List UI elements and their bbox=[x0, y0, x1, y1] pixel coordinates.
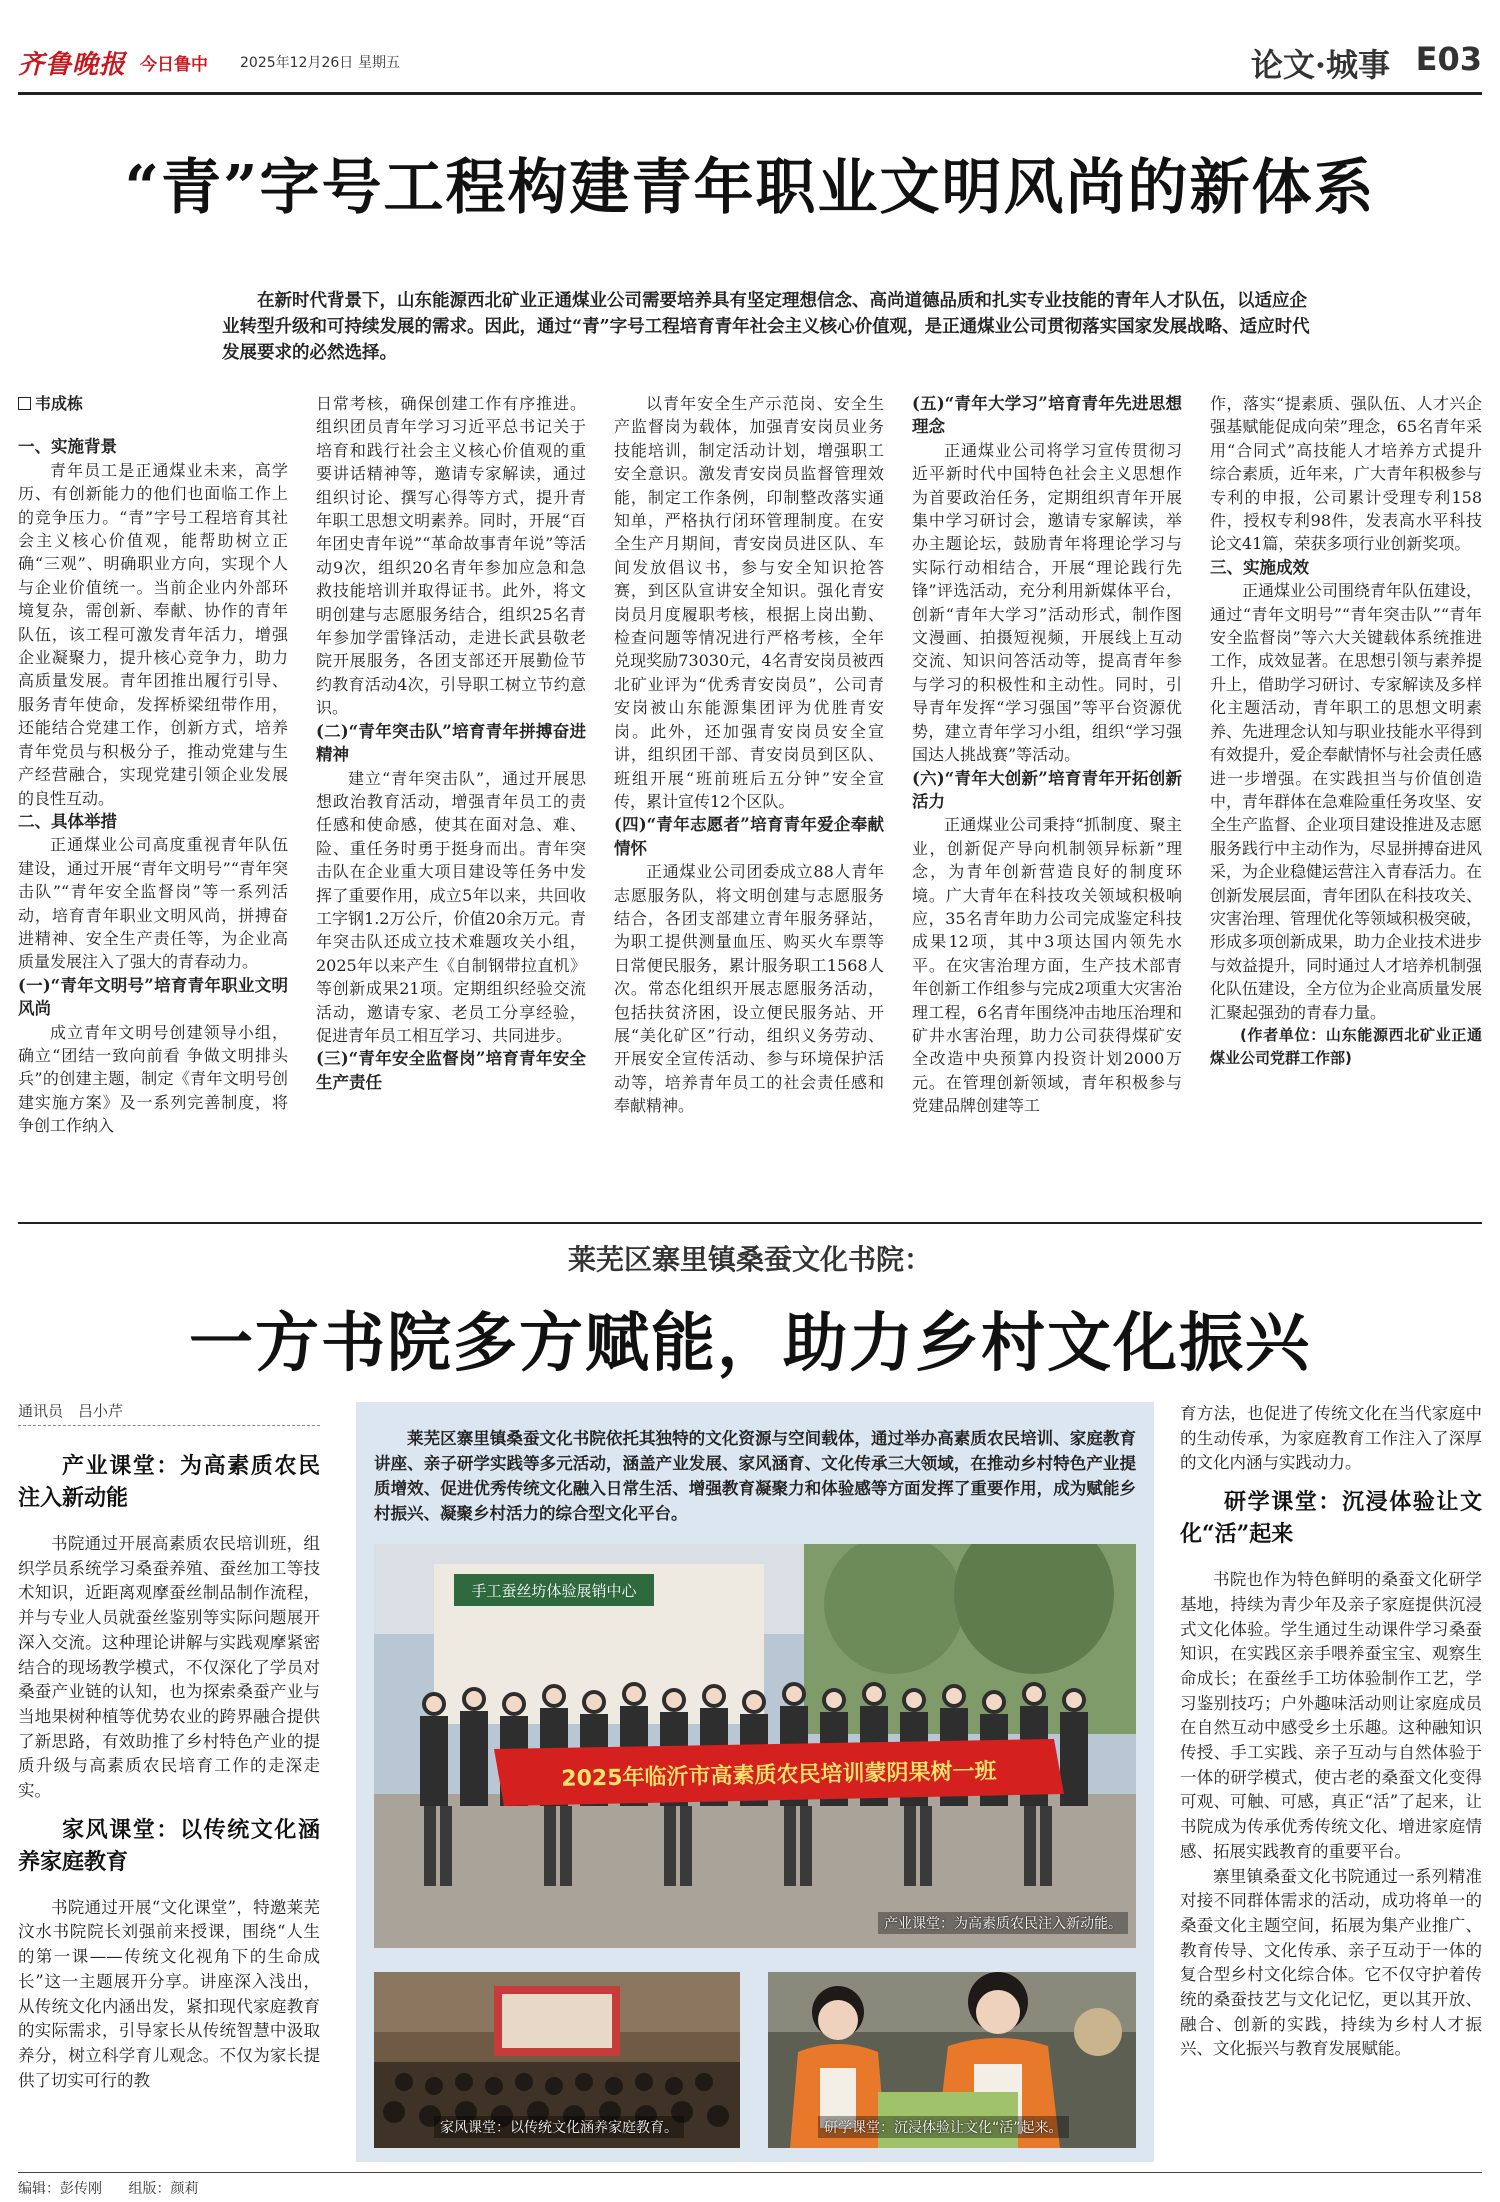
byline-box-icon bbox=[18, 397, 31, 410]
section-heading: 三、实施成效 bbox=[1210, 557, 1309, 577]
subsection-heading: (五)“青年大学习”培育青年先进思想理念 bbox=[912, 394, 1182, 437]
section-heading: 二、具体举措 bbox=[18, 811, 117, 831]
paragraph: 正通煤业公司团委成立88人青年志愿服务队，将文明创建与志愿服务结合，各团支部建立青年服务驿站，为职工提供测量血压、购买火车票等日常便民服务，累计服务职工1568人次。常态化组织开展志愿服务活动，包括扶贫济困，设立便民服务站、开展“美化矿区”行动，组织义务劳动、开展安全宣传活动、参与环境保护活动等，培养青年员工的社会责任感和奉献精神。 bbox=[614, 862, 884, 1116]
paragraph: 书院也作为特色鲜明的桑蚕文化研学基地，持续为青少年及亲子家庭提供沉浸式文化体验。学生通过生动课件学习桑蚕知识，在实践区亲手喂养蚕宝宝、观察生命成长；在蚕丝手工坊体验制作工艺，学习鉴别技巧；户外趣味活动则让家庭成员在自然互动中感受乡土乐趣。这种融知识传授、手工实践、亲子互动与自然体验于一体的研学模式，使古老的桑蚕文化变得可观、可触、可感，真正“活”了起来，让书院成为传承优秀传统文化、增进家庭情感、拓展实践教育的重要平台。 bbox=[1180, 1570, 1482, 1861]
article2-right-column bbox=[1180, 1402, 1482, 2162]
editor-credit: 编辑：彭传刚 bbox=[18, 2181, 102, 2197]
issue-date: 2025年12月26日 bbox=[240, 55, 354, 71]
paragraph: 青年员工是正通煤业未来，高学历、有创新能力的他们也面临工作上的竞争压力。“青”字号工程培育其社会主义核心价值观，能帮助树立正确“三观”、明确职业方向，实现个人与企业价值统一。当前企业内外部环境复杂，需创新、奉献、协作的青年队伍，该工程可激发青年活力，增强企业凝聚力，提升核心竞争力，助力高质量发展。青年团推出履行引导、服务青年使命，发挥桥梁纽带作用，还能结合党建工作，创新方式，培养青年党员与积极分子，推动党建与生产经营融合，实现党建引领企业发展的良性互动。 bbox=[18, 460, 288, 808]
article1-column-3 bbox=[614, 392, 884, 1212]
photo-banner-text: 2025年临沂市高素质农民培训蒙阴果树一班 bbox=[561, 1759, 997, 1792]
article1-headline: “青”字号工程构建青年职业文明风尚的新体系 bbox=[124, 153, 1376, 223]
paragraph: 建立“青年突击队”，通过开展思想政治教育活动，增强青年员工的责任感和使命感，使其在面对急、难、险、重任务时勇于挺身而出。青年突击队在企业重大项目建设等任务中发挥了重要作用，成立5年以来，共回收工字钢1.2万公斤，价值20余万元。青年突击队还成立技术难题攻关小组，2025年以来产生《自制钢带拉直机》等创新成果21项。定期组织经验交流活动，邀请专家、老员工分享经验，促进青年员工相互学习、共同进步。 bbox=[316, 768, 586, 1045]
footer-divider bbox=[18, 2172, 1482, 2173]
masthead bbox=[18, 40, 1482, 90]
paragraph: 书院通过开展“文化课堂”，特邀莱芜汶水书院院长刘强前来授课，围绕“人生的第一课——传统文化视角下的生命成长”这一主题展开分享。讲座深入浅出，从传统文化内涵出发，紧扣现代家庭教育的实际需求，引导家长从传统智慧中汲取养分，树立科学育儿观念。不仅为家长提供了切实可行的教 bbox=[18, 1897, 320, 2090]
author-affiliation: (作者单位：山东能源西北矿业正通煤业公司党群工作部) bbox=[1210, 1025, 1482, 1068]
photo-caption: 研学课堂：沉浸体验让文化“活”起来。 bbox=[818, 2116, 1069, 2138]
paragraph: 正通煤业公司围绕青年队伍建设，通过“青年文明号”“青年突击队”“青年安全监督岗”等六大关键载体系统推进工作，成效显著。在思想引领与素养提升上，借助学习研讨、专家解读及多样化主题活动，青年职工的思想文明素养、先进理念认知与职业技能水平得到有效提升，爱企奉献情怀与社会责任感进一步增强。在实践担当与价值创造中，青年群体在急难险重任务攻坚、安全生产监督、企业项目建设推进及志愿服务践行中主动作为，尽显拼搏奋进风采，为企业稳健运营注入青春活力。在创新发展层面，青年团队在科技攻关、灾害治理、管理优化等领域积极突破，形成多项创新成果，助力企业技术进步与效益提升，同时通过人才培养机制强化队伍建设，全方位为企业高质量发展汇聚起强劲的青春力量。 bbox=[1210, 581, 1482, 1022]
paragraph: 成立青年文明号创建领导小组，确立“团结一致向前看 争做文明排头兵”的创建主题，制定《青年文明号创建实施方案》及一系列完善制度，将争创工作纳入 bbox=[18, 1022, 288, 1136]
footer-credits bbox=[18, 2178, 220, 2198]
issue-weekday: 星期五 bbox=[358, 55, 400, 71]
group-photo-illustration bbox=[374, 1544, 1136, 1948]
paragraph: 书院通过开展高素质农民培训班，组织学员系统学习桑蚕养殖、蚕丝加工等技术知识，近距离观摩蚕丝制品制作流程，并与专业人员就蚕丝鉴别等实际问题展开深入交流。这种理论讲解与实践观摩紧密结合的现场教学模式，不仅深化了学员对桑蚕产业链的认知，也为探索桑蚕产业与当地果树种植等优势农业的跨界融合提供了新思路，有效助推了乡村特色产业的提质升级与高素质农民培育工作的走深走实。 bbox=[18, 1534, 320, 1801]
subsection-heading: (一)“青年文明号”培育青年职业文明风尚 bbox=[18, 975, 288, 1019]
photo-caption: 家风课堂：以传统文化涵养家庭教育。 bbox=[434, 2116, 684, 2138]
article2-headline: 一方书院多方赋能，助力乡村文化振兴 bbox=[189, 1306, 1311, 1381]
article1-column-5 bbox=[1210, 392, 1482, 1212]
section-heading: 家风课堂：以传统文化涵养家庭教育 bbox=[18, 1816, 320, 1875]
paragraph: 正通煤业公司秉持“抓制度、聚主业，创新促产导向机制领异标新”理念，为青年创新营造良好的制度环境。广大青年在科技攻关领域积极响应，35名青年助力公司完成鉴定科技成果12项，其中3项达国内领先水平。在灾害治理方面，生产技术部青年创新工作组参与完成2项重大灾害治理工程，6名青年围绕冲击地压治理和矿井水害治理，助力公司获得煤矿安全改造中央预算内投资计划2000万元。在管理创新领域，青年积极参与党建品牌创建等工 bbox=[912, 815, 1182, 1116]
photo-sign-text: 手工蚕丝坊体验展销中心 bbox=[471, 1582, 637, 1600]
article2-left-column bbox=[18, 1440, 320, 2175]
paragraph: 正通煤业公司高度重视青年队伍建设，通过开展“青年文明号”“青年突击队”“青年安全监督岗”等一系列活动，培育青年职业文明风尚，拼搏奋进精神、安全生产责任等，为企业高质量发展注入了强大的青春动力。 bbox=[18, 835, 288, 972]
article1-lead: 在新时代背景下，山东能源西北矿业正通煤业公司需要培养具有坚定理想信念、高尚道德品质和扎实专业技能的青年人才队伍，以适应企业转型升级和可持续发展的需求。因此，通过“青”字号工程培育青年社会主义核心价值观，是正通煤业公司贯彻落实国家发展战略、适应时代发展要求的必然选择。 bbox=[222, 291, 1310, 363]
article-divider bbox=[18, 1222, 1482, 1224]
article2-kicker: 莱芜区寨里镇桑蚕文化书院： bbox=[567, 1243, 932, 1276]
photo-lecture bbox=[374, 1972, 740, 2148]
section-heading: 研学课堂：沉浸体验让文化“活”起来 bbox=[1180, 1489, 1482, 1548]
photo-caption: 产业课堂：为高素质农民注入新动能。 bbox=[878, 1912, 1128, 1934]
article2-lead: 莱芜区寨里镇桑蚕文化书院依托其独特的文化资源与空间载体，通过举办高素质农民培训、家庭教育讲座、亲子研学实践等多元活动，涵盖产业发展、家风涵育、文化传承三大领域，在推动乡村特色产业提质增效、促进优秀传统文化融入日常生活、增强教育凝聚力和体验感等方面发挥了重要作用，成为赋能乡村振兴、凝聚乡村活力的综合型文化平台。 bbox=[374, 1429, 1136, 1523]
article1-column-2 bbox=[316, 392, 586, 1212]
byline-author: 韦成栋 bbox=[35, 394, 84, 413]
article1-column-4 bbox=[912, 392, 1182, 1212]
paragraph: 寨里镇桑蚕文化书院通过一系列精准对接不同群体需求的活动，成功将单一的桑蚕文化主题空间，拓展为集产业推广、教育传导、文化传承、亲子互动于一体的复合型乡村文化综合体。它不仅守护着传统的桑蚕技艺与文化记忆，更以其开放、融合、创新的实践，持续为乡村人才振兴、文化振兴与教育发展赋能。 bbox=[1180, 1866, 1482, 2059]
masthead-divider bbox=[18, 92, 1482, 95]
newspaper-logo: 齐鲁晚报 bbox=[18, 50, 127, 80]
article1-column-1 bbox=[18, 392, 288, 1212]
paragraph: 育方法，也促进了传统文化在当代家庭中的生动传承，为家庭教育工作注入了深厚的文化内涵与实践动力。 bbox=[1180, 1404, 1482, 1473]
photo-group-training bbox=[374, 1544, 1136, 1948]
subsection-heading: (三)“青年安全监督岗”培育青年安全生产责任 bbox=[316, 1049, 586, 1092]
article2-reporter: 通讯员 吕小芹 bbox=[18, 1400, 320, 1426]
section-heading: 一、实施背景 bbox=[18, 437, 117, 457]
article2-lead-box bbox=[356, 1402, 1154, 2162]
section-heading: 产业课堂：为高素质农民注入新动能 bbox=[18, 1453, 320, 1511]
paragraph: 日常考核，确保创建工作有序推进。组织团员青年学习习近平总书记关于培育和践行社会主义核心价值观的重要讲话精神等，邀请专家解读，通过组织讨论、撰写心得等方式，提升青年职工思想文明素养。同时，开展“百年团史青年说”“革命故事青年说”等活动9次，组织20名青年参加应急和急救技能培训并取得证书。此外，将文明创建与志愿服务结合，组织25名青年参加学雷锋活动，走进长武县敬老院开展服务，各团支部还开展勤俭节约教育活动4次，引导职工树立节约意识。 bbox=[316, 394, 586, 718]
edition-label: 今日鲁中 bbox=[140, 55, 208, 75]
paragraph: 作，落实“提素质、强队伍、人才兴企强基赋能促成向荣”理念，65名青年采用“合同式”高技能人才培养方式提升综合素质，近年来，广大青年积极参与专利的申报，公司累计受理专利158件，授权专利98件，发表高水平科技论文41篇，荣获多项行业创新奖项。 bbox=[1210, 394, 1482, 554]
subsection-heading: (六)“青年大创新”培育青年开拓创新活力 bbox=[912, 768, 1182, 811]
designer-credit: 组版：颜莉 bbox=[128, 2181, 199, 2197]
page-number: E03 bbox=[1415, 40, 1482, 78]
article1-body bbox=[18, 392, 1482, 1212]
paragraph: 以青年安全生产示范岗、安全生产监督岗为载体，加强青安岗员业务技能培训，制定活动计划，增强职工安全意识。激发青安岗员监督管理效能，制定工作条例，印制整改落实通知单，严格执行闭环管理制度。在安全生产月期间，青安岗员进区队、车间发放倡议书，参与安全知识抢答赛，到区队宣讲安全知识。强化青安岗员月度履职考核，根据上岗出勤、检查问题等情况进行严格考核，全年兑现奖励73030元，4名青安岗员被西北矿业评为“优秀青安岗员”，公司青安岗被山东能源集团评为优胜青安岗。此外，还加强青安岗员安全宣讲，组织团干部、青安岗员到区队、班组开展“班前班后五分钟”安全宣传，累计宣传12个区队。 bbox=[614, 394, 884, 811]
photo-study-tour bbox=[768, 1972, 1136, 2148]
subsection-heading: (二)“青年突击队”培育青年拼搏奋进精神 bbox=[316, 721, 586, 765]
section-name: 论文·城事 bbox=[1250, 46, 1390, 84]
subsection-heading: (四)“青年志愿者”培育青年爱企奉献情怀 bbox=[614, 815, 884, 858]
paragraph: 正通煤业公司将学习宣传贯彻习近平新时代中国特色社会主义思想作为首要政治任务，定期组织青年开展集中学习研讨会，邀请专家解读，举办主题论坛，鼓励青年将理论学习与实际行动相结合，开展“理论践行先锋”评选活动，充分利用新媒体平台，创新“青年大学习”活动形式，制作图文漫画、拍摄短视频，开展线上互动交流、知识问答活动等，提高青年参与学习的积极性和主动性。同时，引导青年发挥“学习强国”等平台资源优势，建立青年学习小组，组织“学习强国达人挑战赛”等活动。 bbox=[912, 440, 1182, 765]
article1-byline bbox=[18, 392, 288, 415]
